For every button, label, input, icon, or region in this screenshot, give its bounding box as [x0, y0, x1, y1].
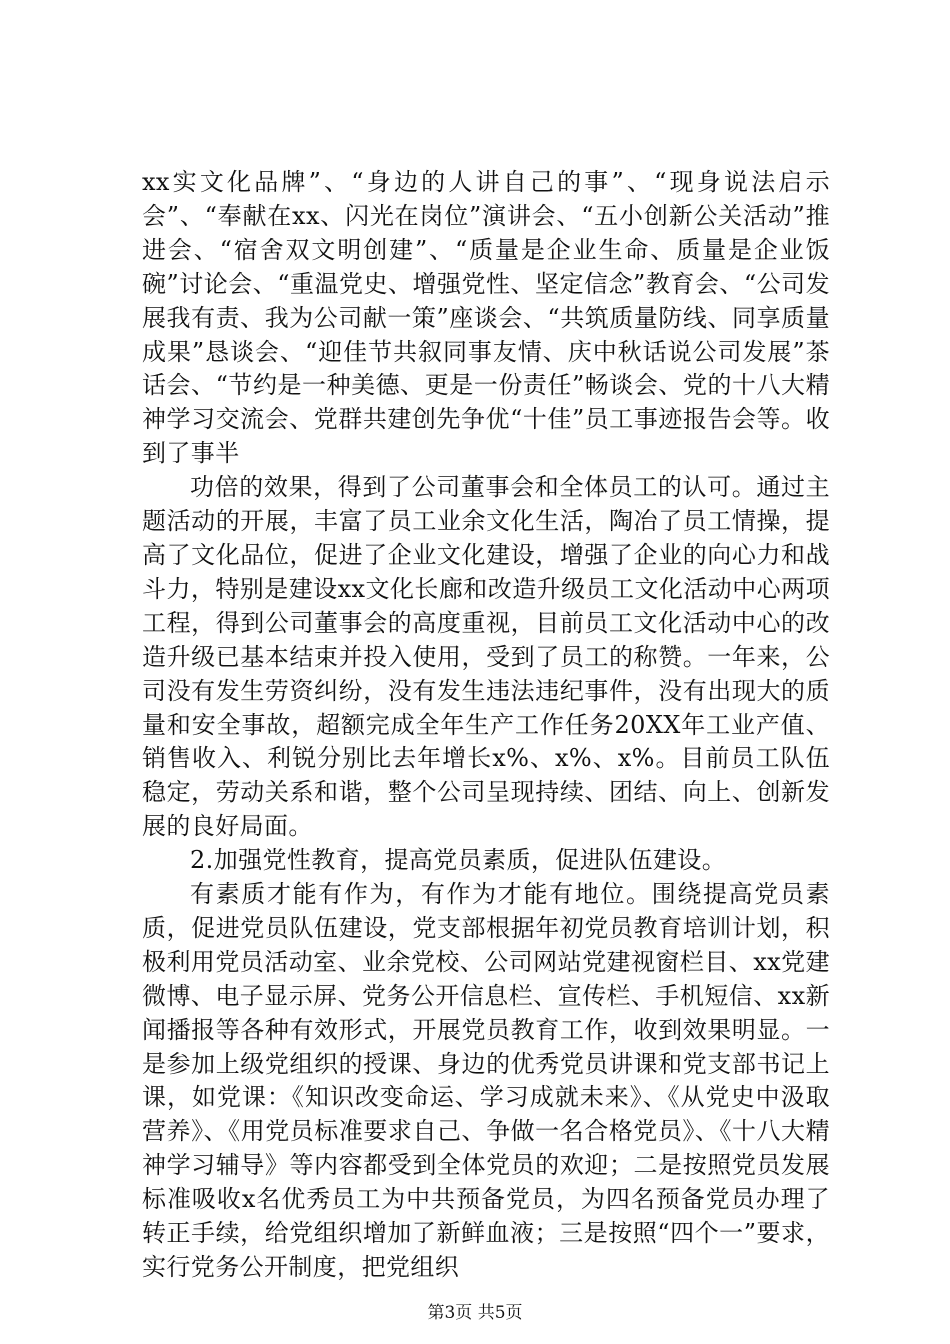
paragraph-party-education: 有素质才能有作为，有作为才能有地位。围绕提高党员素质，促进党员队伍建设，党支部根据年初党员教育培训计划，积极利用党员活动室、业余党校、公司网站党建视窗栏目、xx党建微博、电子显示屏、党务公开信息栏、宣传栏、手机短信、xx新闻播报等各种有效形式，开展党员教育工作，收到效果明显。一是参加上级党组织的授课、身边的优秀党员讲课和党支部书记上课，如党课：《知识改变命运、学习成就未来》、《从党史中汲取营养》、《用党员标准要求自己、争做一名合格党员》、《十八大精神学习辅导》等内容都受到全体党员的欢迎；二是按照党员发展标准吸收x名优秀员工为中共预备党员，为四名预备党员办理了转正手续，给党组织增加了新鲜血液；三是按照“四个一”要求，实行党务公开制度，把党组织: [142, 880, 830, 1281]
page-footer: 第3页 共5页: [427, 1303, 523, 1323]
section-heading: 2.加强党性教育，提高党员素质，促进队伍建设。: [190, 846, 727, 875]
document-body: [142, 166, 830, 1285]
paragraph-continuation: xx实文化品牌”、“身边的人讲自己的事”、“现身说法启示会”、“奉献在xx、闪光在岗位”演讲会、“五小创新公关活动”推进会、“宿舍双文明创建”、“质量是企业生命、质量是企业饭碗”讨论会、“重温党史、增强党性、坚定信念”教育会、“公司发展我有责、我为公司献一策”座谈会、“共筑质量防线、同享质量成果”恳谈会、“迎佳节共叙同事友情、庆中秋话说公司发展”茶话会、“节约是一种美德、更是一份责任”畅谈会、党的十八大精神学习交流会、党群共建创先争优“十佳”员工事迹报告会等。收到了事半: [142, 168, 830, 468]
paragraph-effects: 功倍的效果，得到了公司董事会和全体员工的认可。通过主题活动的开展，丰富了员工业余文化生活，陶冶了员工情操，提高了文化品位，促进了企业文化建设，增强了企业的向心力和战斗力，特别是建设xx文化长廊和改造升级员工文化活动中心两项工程，得到公司董事会的高度重视，目前员工文化活动中心的改造升级已基本结束并投入使用，受到了员工的称赞。一年来，公司没有发生劳资纠纷，没有发生违法违纪事件，没有出现大的质量和安全事故，超额完成全年生产工作任务20XX年工业产值、销售收入、利锐分别比去年增长x%、x%、x%。目前员工队伍稳定，劳动关系和谐，整个公司呈现持续、团结、向上、创新发展的良好局面。: [142, 473, 830, 841]
